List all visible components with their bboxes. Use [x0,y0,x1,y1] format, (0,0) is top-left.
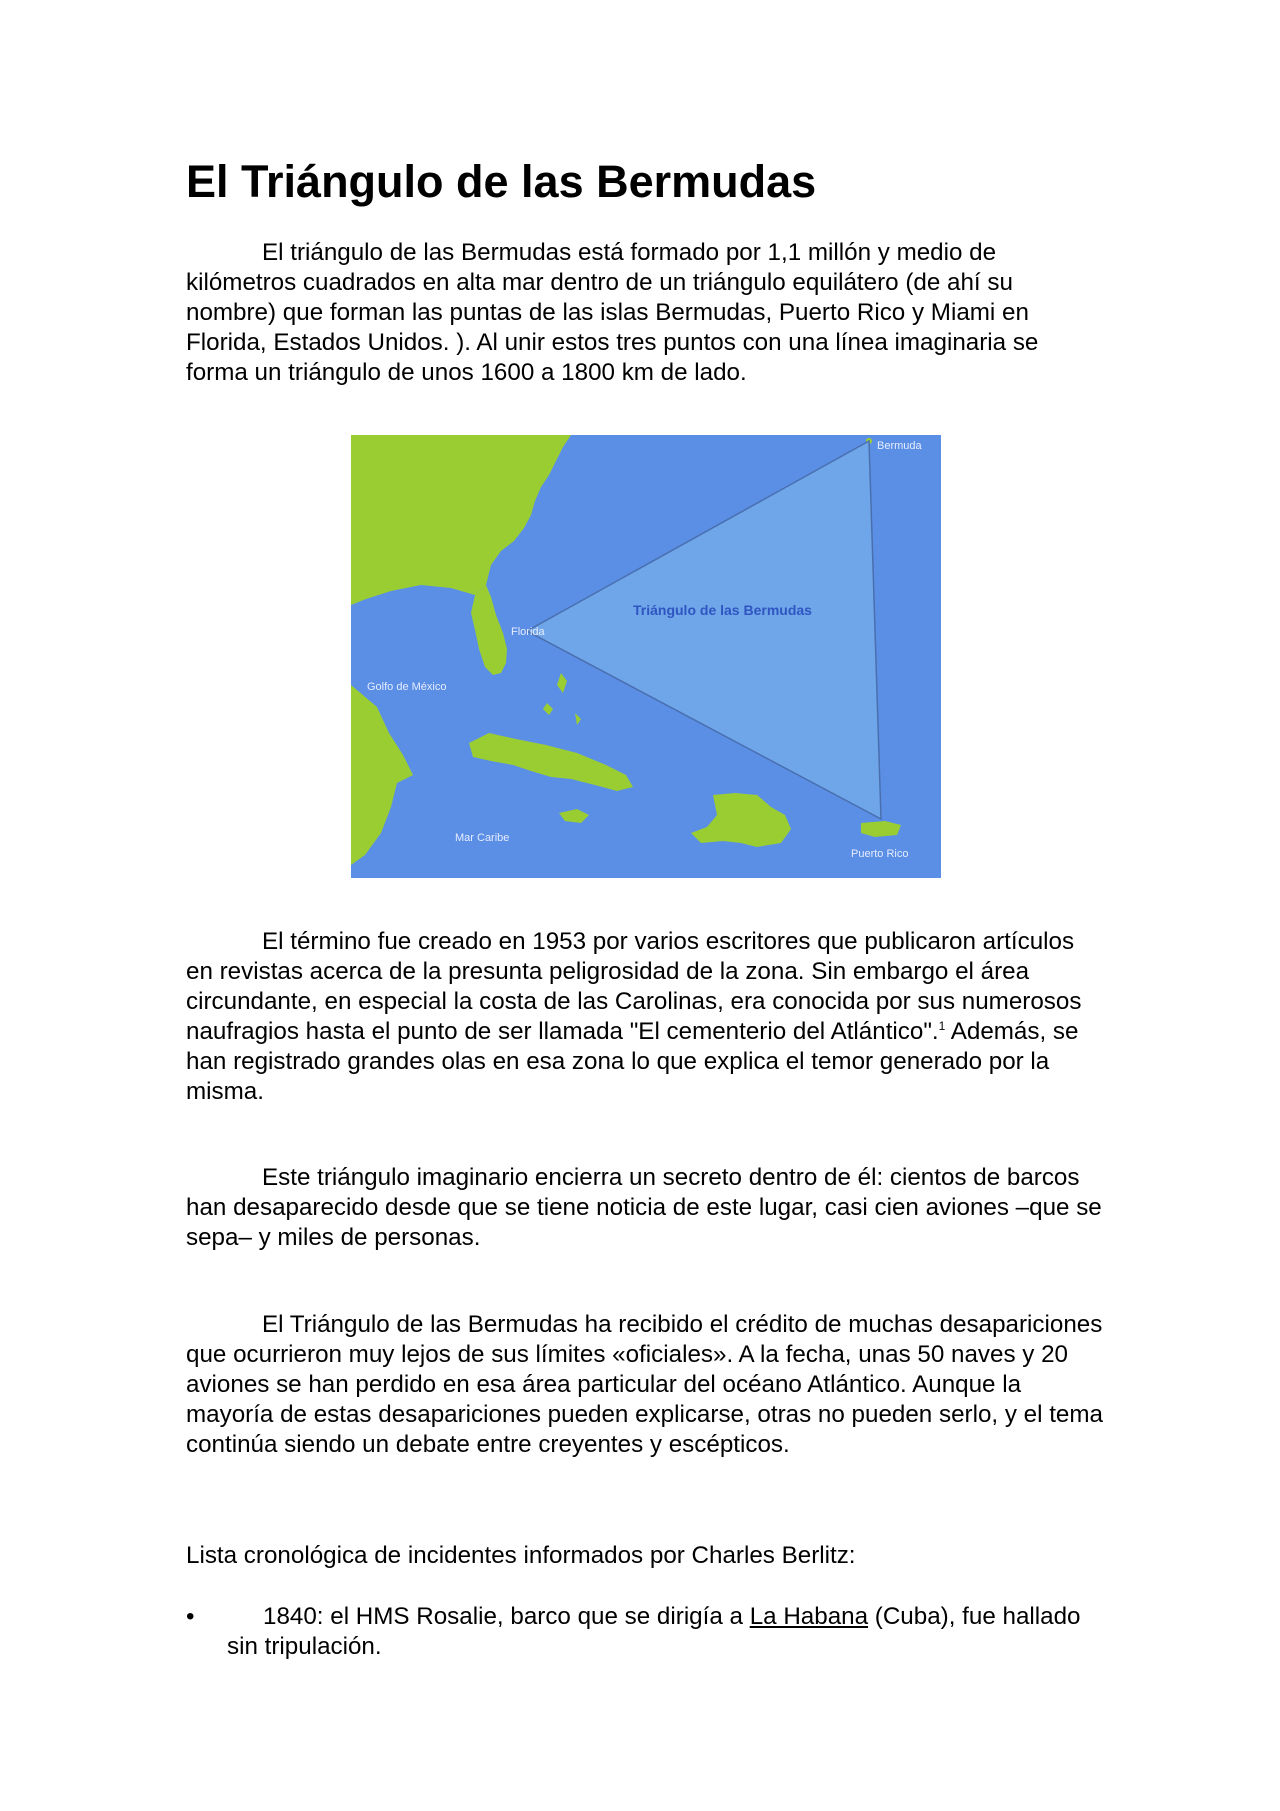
list-intro: Lista cronológica de incidentes informados por Charles Berlitz: [186,1542,856,1569]
term-paragraph [186,927,1106,1107]
bullet-icon: • [186,1603,195,1630]
footnote-reference[interactable]: 1 [938,1019,946,1033]
page-title: El Triángulo de las Bermudas [186,156,817,207]
term-text-continued: Además, se han registrado grandes olas en esa zona lo que explica el temor generado por la misma. [186,1018,1079,1105]
map-label-bermuda: Bermuda [877,440,922,452]
map-label-gulf: Golfo de México [367,681,447,693]
list-item-text [227,1602,1106,1662]
term-text: El término fue creado en 1953 por varios escritores que publicaron artículos en revistas acerca de la presunta peligrosidad de la zona. Sin embargo el área circundante, en especial la costa de las Carolinas, era conocida por sus numerosos naufragios hasta el punto de ser llamada "El cementerio del Atlántico". [186,928,1082,1045]
incident-text-continued: (Cuba), fue hallado sin tripulación. [227,1603,1081,1660]
bermuda-triangle-map [351,435,941,878]
secret-paragraph: Este triángulo imaginario encierra un secreto dentro de él: cientos de barcos han desaparecido desde que se tiene noticia de este lugar, casi cien aviones –que se sepa– y miles de personas. [186,1164,1102,1251]
la-habana-link[interactable]: La Habana [749,1603,869,1630]
map-label-caribbean: Mar Caribe [455,832,510,844]
intro-paragraph: El triángulo de las Bermudas está formado por 1,1 millón y medio de kilómetros cuadrados en alta mar dentro de un triángulo equilátero (de ahí su nombre) que forman las puntas de las islas Bermudas, Puerto Rico y Miami en Florida, Estados Unidos. ). Al unir estos tres puntos con una línea imaginaria se forma un triángulo de unos 1600 a 1800 km de lado. [186,239,1039,386]
incident-text: 1840: el HMS Rosalie, barco que se dirigía a [263,1603,750,1630]
map-label-puerto-rico: Puerto Rico [851,848,909,860]
map-label-triangle: Triángulo de las Bermudas [633,602,812,618]
credit-paragraph: El Triángulo de las Bermudas ha recibido el crédito de muchas desapariciones que ocurrieron muy lejos de sus límites «oficiales». A la fecha, unas 50 naves y 20 aviones se han perdido en esa área particular del océano Atlántico. Aunque la mayoría de estas desapariciones pueden explicarse, otras no pueden serlo, y el tema continúa siendo un debate entre creyentes y escépticos. [186,1311,1103,1458]
map-label-florida: Florida [511,626,545,638]
